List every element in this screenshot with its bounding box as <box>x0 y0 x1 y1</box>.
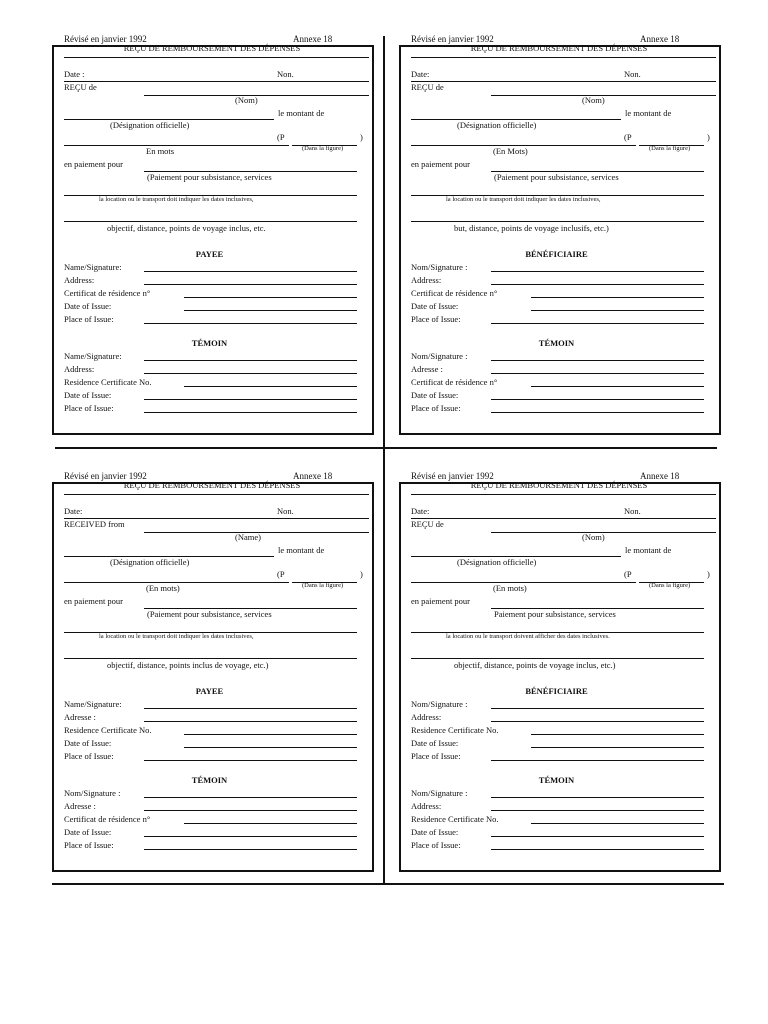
payee-address-line[interactable] <box>491 721 704 722</box>
purpose-note: objectif, distance, points de voyage inclus, etc. <box>107 223 266 233</box>
witness-certificate-line[interactable] <box>184 386 357 387</box>
witness-address-line[interactable] <box>144 373 357 374</box>
witness-field: Residence Certificate No. <box>411 814 499 824</box>
payee-date-line[interactable] <box>531 310 704 311</box>
dates-note: la location ou le transport doit indiquer les dates inclusives, <box>446 196 601 203</box>
annex-label: Annexe 18 <box>640 34 680 44</box>
received-from-label: REÇU de <box>64 82 97 92</box>
receipt-form-2 <box>399 34 719 434</box>
revision-note: Révisé en janvier 1992 <box>64 471 147 481</box>
payee-place-line[interactable] <box>491 760 704 761</box>
payee-heading: BÉNÉFICIAIRE <box>525 249 588 259</box>
number-label: Non. <box>624 69 641 79</box>
dates-note: la location ou le transport doit indiquer les dates inclusives, <box>99 196 254 203</box>
witness-field: Address: <box>64 364 95 374</box>
receipt-form-1 <box>52 34 372 434</box>
payee-certificate-line[interactable] <box>531 297 704 298</box>
peso-open: (P <box>624 132 632 142</box>
revision-note: Révisé en janvier 1992 <box>64 34 147 44</box>
witness-field: Place of Issue: <box>411 840 461 850</box>
payee-field: Place of Issue: <box>64 751 114 761</box>
witness-field: Residence Certificate No. <box>64 377 152 387</box>
witness-field: Adresse : <box>64 801 96 811</box>
receipt-form-4 <box>399 471 719 871</box>
purpose-note: objectif, distance, points de voyage inclus, etc.) <box>454 660 616 670</box>
payee-field: Adresse : <box>64 712 96 722</box>
payee-place-line[interactable] <box>144 760 357 761</box>
date-line[interactable] <box>411 518 716 519</box>
peso-open: (P <box>277 132 285 142</box>
payee-field: Place of Issue: <box>411 751 461 761</box>
payment-label: en paiement pour <box>411 596 471 606</box>
purpose-note: objectif, distance, points inclus de voyage, etc.) <box>107 660 269 670</box>
date-label: Date: <box>411 506 430 516</box>
witness-field: Date of Issue: <box>64 390 112 400</box>
witness-field: Place of Issue: <box>64 840 114 850</box>
revision-note: Révisé en janvier 1992 <box>411 471 494 481</box>
horizontal-divider-bottom <box>52 883 724 885</box>
payee-signature-line[interactable] <box>491 708 704 709</box>
payee-field: Residence Certificate No. <box>411 725 499 735</box>
payee-field: Place of Issue: <box>411 314 461 324</box>
witness-field: Date of Issue: <box>411 390 459 400</box>
witness-field: Date of Issue: <box>411 827 459 837</box>
payee-field: Certificat de résidence n° <box>411 288 498 298</box>
payee-field: Address: <box>411 275 442 285</box>
payment-caption: (Paiement pour subsistance, services <box>147 609 272 619</box>
vertical-divider <box>383 36 385 884</box>
payee-field: Date of Issue: <box>64 738 112 748</box>
peso-close: ) <box>360 569 363 579</box>
designation-caption: (Désignation officielle) <box>457 120 537 130</box>
witness-field: Certificat de résidence n° <box>411 377 498 387</box>
words-caption: (En mots) <box>146 583 180 593</box>
witness-place-line[interactable] <box>491 412 704 413</box>
payee-heading: PAYEE <box>195 686 224 696</box>
payee-field: Date of Issue: <box>411 738 459 748</box>
date-label: Date: <box>64 506 83 516</box>
witness-heading: TÉMOIN <box>191 775 228 785</box>
form-title: REÇU DE REMBOURSEMENT DES DÉPENSES <box>123 480 301 490</box>
payee-field: Address: <box>64 275 95 285</box>
witness-heading: TÉMOIN <box>191 338 228 348</box>
number-label: Non. <box>624 506 641 516</box>
number-label: Non. <box>277 69 294 79</box>
witness-field: Name/Signature: <box>64 351 122 361</box>
amount-label: le montant de <box>625 545 672 555</box>
witness-heading: TÉMOIN <box>538 775 575 785</box>
witness-field: Date of Issue: <box>64 827 112 837</box>
payee-heading: PAYEE <box>195 249 224 259</box>
date-label: Date : <box>64 69 85 79</box>
name-caption: (Nom) <box>235 95 258 105</box>
received-from-label: RECEIVED from <box>64 519 125 529</box>
witness-certificate-line[interactable] <box>184 823 357 824</box>
name-caption: (Nom) <box>582 95 605 105</box>
figure-caption: (Dans la figure) <box>302 145 344 152</box>
figure-caption: (Dans la figure) <box>302 582 344 589</box>
payee-certificate-line[interactable] <box>184 297 357 298</box>
witness-signature-line[interactable] <box>491 360 704 361</box>
payee-field: Residence Certificate No. <box>64 725 152 735</box>
received-from-label: REÇU de <box>411 519 444 529</box>
name-caption: (Nom) <box>582 532 605 542</box>
payee-signature-line[interactable] <box>144 271 357 272</box>
date-line[interactable] <box>411 81 716 82</box>
witness-heading: TÉMOIN <box>538 338 575 348</box>
payee-field: Nom/Signature : <box>411 699 468 709</box>
payee-signature-line[interactable] <box>144 708 357 709</box>
witness-field: Nom/Signature : <box>64 788 121 798</box>
payee-certificate-line[interactable] <box>531 734 704 735</box>
witness-date-line[interactable] <box>491 399 704 400</box>
peso-open: (P <box>277 569 285 579</box>
payment-label: en paiement pour <box>411 159 471 169</box>
words-caption: (En mots) <box>493 583 527 593</box>
name-caption: (Name) <box>235 532 261 542</box>
witness-signature-line[interactable] <box>144 797 357 798</box>
payee-field: Address: <box>411 712 442 722</box>
designation-caption: (Désignation officielle) <box>110 120 190 130</box>
witness-field: Adresse : <box>411 364 443 374</box>
witness-certificate-line[interactable] <box>531 823 704 824</box>
amount-words-line[interactable] <box>64 145 289 146</box>
date-line[interactable] <box>64 81 369 82</box>
figure-caption: (Dans la figure) <box>649 145 691 152</box>
payment-label: en paiement pour <box>64 596 124 606</box>
payee-certificate-line[interactable] <box>184 734 357 735</box>
purpose-line[interactable] <box>411 658 704 659</box>
witness-signature-line[interactable] <box>491 797 704 798</box>
payment-caption: (Paiement pour subsistance, services <box>147 172 272 182</box>
payee-place-line[interactable] <box>491 323 704 324</box>
form-title: REÇU DE REMBOURSEMENT DES DÉPENSES <box>470 43 648 53</box>
witness-place-line[interactable] <box>144 412 357 413</box>
words-caption: (En Mots) <box>493 146 528 156</box>
purpose-line[interactable] <box>64 221 357 222</box>
figure-caption: (Dans la figure) <box>649 582 691 589</box>
payee-field: Date of Issue: <box>411 301 459 311</box>
payee-field: Name/Signature: <box>64 262 122 272</box>
payee-address-line[interactable] <box>144 284 357 285</box>
revision-note: Révisé en janvier 1992 <box>411 34 494 44</box>
date-label: Date: <box>411 69 430 79</box>
payment-label: en paiement pour <box>64 159 124 169</box>
received-from-label: REÇU de <box>411 82 444 92</box>
amount-label: le montant de <box>278 545 325 555</box>
peso-close: ) <box>707 132 710 142</box>
designation-caption: (Désignation officielle) <box>457 557 537 567</box>
payment-caption: Paiement pour subsistance, services <box>494 609 616 619</box>
witness-date-line[interactable] <box>491 836 704 837</box>
purpose-line[interactable] <box>411 221 704 222</box>
witness-place-line[interactable] <box>144 849 357 850</box>
purpose-note: but, distance, points de voyage inclusifs, etc.) <box>454 223 609 233</box>
witness-field: Place of Issue: <box>64 403 114 413</box>
payee-date-line[interactable] <box>531 747 704 748</box>
payee-field: Place of Issue: <box>64 314 114 324</box>
witness-signature-line[interactable] <box>144 360 357 361</box>
peso-close: ) <box>707 569 710 579</box>
form-title: REÇU DE REMBOURSEMENT DES DÉPENSES <box>123 43 301 53</box>
receipt-form-3 <box>52 471 372 871</box>
witness-address-line[interactable] <box>144 810 357 811</box>
dates-note: la location ou le transport doit indiquer les dates inclusives, <box>99 633 254 640</box>
witness-date-line[interactable] <box>144 399 357 400</box>
designation-caption: (Désignation officielle) <box>110 557 190 567</box>
witness-date-line[interactable] <box>144 836 357 837</box>
payee-address-line[interactable] <box>491 284 704 285</box>
annex-label: Annexe 18 <box>293 471 333 481</box>
payee-date-line[interactable] <box>184 310 357 311</box>
payee-signature-line[interactable] <box>491 271 704 272</box>
witness-certificate-line[interactable] <box>531 386 704 387</box>
payee-field: Certificat de résidence n° <box>64 288 151 298</box>
peso-open: (P <box>624 569 632 579</box>
payee-field: Nom/Signature : <box>411 262 468 272</box>
witness-field: Nom/Signature : <box>411 351 468 361</box>
witness-field: Place of Issue: <box>411 403 461 413</box>
payment-caption: (Paiement pour subsistance, services <box>494 172 619 182</box>
title-underline <box>64 57 369 58</box>
witness-field: Certificat de résidence n° <box>64 814 151 824</box>
witness-field: Address: <box>411 801 442 811</box>
payee-heading: BÉNÉFICIAIRE <box>525 686 588 696</box>
witness-place-line[interactable] <box>491 849 704 850</box>
annex-label: Annexe 18 <box>293 34 333 44</box>
form-title: REÇU DE REMBOURSEMENT DES DÉPENSES <box>470 480 648 490</box>
payee-field: Name/Signature: <box>64 699 122 709</box>
words-caption: En mots <box>146 146 175 156</box>
payee-place-line[interactable] <box>144 323 357 324</box>
witness-address-line[interactable] <box>491 373 704 374</box>
annex-label: Annexe 18 <box>640 471 680 481</box>
title-underline <box>411 57 716 58</box>
number-label: Non. <box>277 506 294 516</box>
payee-address-line[interactable] <box>144 721 357 722</box>
title-underline <box>411 494 716 495</box>
peso-close: ) <box>360 132 363 142</box>
purpose-line[interactable] <box>64 658 357 659</box>
horizontal-divider-middle <box>55 447 717 449</box>
amount-label: le montant de <box>278 108 325 118</box>
witness-field: Nom/Signature : <box>411 788 468 798</box>
title-underline <box>64 494 369 495</box>
amount-label: le montant de <box>625 108 672 118</box>
witness-address-line[interactable] <box>491 810 704 811</box>
payee-field: Date of Issue: <box>64 301 112 311</box>
dates-note: la location ou le transport doivent afficher des dates inclusives. <box>446 633 610 640</box>
payee-date-line[interactable] <box>184 747 357 748</box>
